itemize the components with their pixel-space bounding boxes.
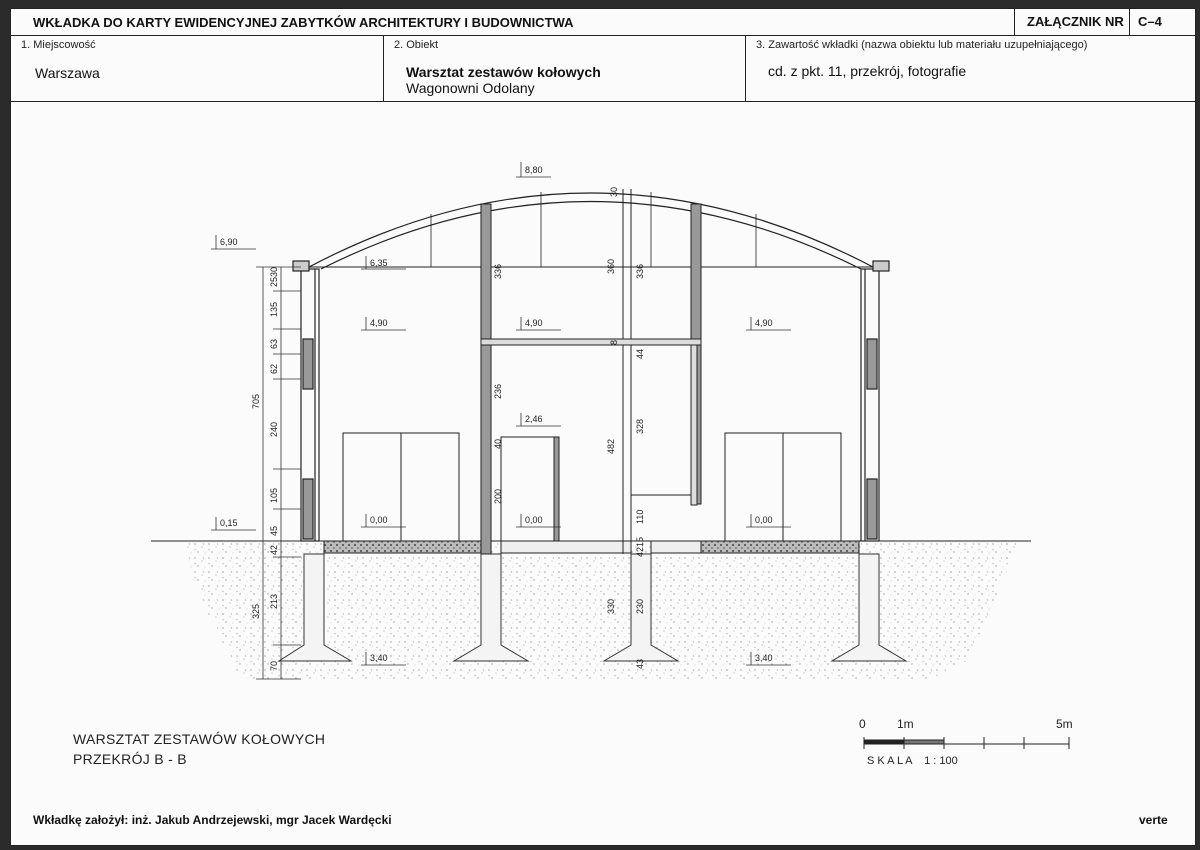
- dim-col-1: 360: [606, 258, 616, 274]
- level-8-80: 8,80: [525, 165, 543, 175]
- dim-right-4: 110: [635, 509, 645, 524]
- document-sheet: [10, 8, 1196, 846]
- dim-mid-4: 200: [493, 488, 503, 504]
- object-value-main: Warsztat zestawów kołowych: [406, 64, 601, 80]
- dim-col-2: 482: [606, 438, 616, 454]
- section-drawing: [11, 9, 1197, 847]
- scale-label: S K A L A 1 : 100: [867, 755, 958, 767]
- annex-number: C–4: [1129, 9, 1162, 35]
- document-title: WKŁADKA DO KARTY EWIDENCYJNEJ ZABYTKÓW ARCHITEKTURY I BUDOWNICTWA: [33, 15, 574, 30]
- outer-walls: [301, 269, 879, 541]
- dim-mid-3: 40: [493, 438, 503, 449]
- footer-verte: verte: [1139, 813, 1168, 827]
- floor-slab: [324, 541, 859, 553]
- dim-left-total-705: 705: [251, 393, 261, 409]
- dim-left-1: 2530: [269, 266, 279, 287]
- dim-left-5: 240: [269, 421, 279, 437]
- level-2-46: 2,46: [525, 414, 543, 424]
- dim-right-1: 336: [635, 263, 645, 279]
- contents-label: 3. Zawartość wkładki (nazwa obiektu lub materiału uzupełniającego): [756, 39, 1088, 51]
- dim-left-9: 213: [269, 593, 279, 609]
- dim-col-3: 330: [606, 598, 616, 614]
- dim-left-8: 42: [269, 544, 279, 555]
- dim-left-2: 135: [269, 301, 279, 317]
- doors: [343, 345, 841, 541]
- caption-line-2: PRZEKRÓJ B - B: [73, 751, 187, 767]
- object-value-sub: Wagonowni Odolany: [406, 80, 535, 96]
- level-0-00-right: 0,00: [755, 515, 773, 525]
- level-3-40-left: 3,40: [370, 653, 388, 663]
- scale-bar: [864, 737, 1069, 749]
- dim-right-5: 4215: [635, 536, 645, 557]
- dim-beam: 8: [609, 339, 619, 345]
- contents-value: cd. z pkt. 11, przekrój, fotografie: [768, 63, 967, 79]
- footer-authors: Wkładkę założył: inż. Jakub Andrzejewski, mgr Jacek Wardęcki: [33, 813, 392, 827]
- level-6-90: 6,90: [220, 237, 238, 247]
- dim-left-7: 45: [269, 525, 279, 536]
- annex-label: ZAŁĄCZNIK NR: [1014, 9, 1124, 35]
- locality-value: Warszawa: [35, 65, 100, 81]
- dim-left-4: 62: [269, 363, 279, 374]
- dim-left-10: 70: [269, 660, 279, 671]
- dim-right-2: 44: [635, 348, 645, 359]
- scale-zero: 0: [859, 717, 866, 731]
- locality-label: 1. Miejscowość: [21, 39, 96, 51]
- scale-five: 5m: [1056, 717, 1073, 731]
- dim-left-6: 105: [269, 487, 279, 503]
- level-6-35: 6,35: [370, 258, 388, 268]
- object-label: 2. Obiekt: [394, 39, 439, 51]
- level-0-00-left: 0,00: [370, 515, 388, 525]
- dim-mid-1: 336: [493, 263, 503, 279]
- interior-columns: [481, 186, 701, 554]
- dim-right-3: 328: [635, 418, 645, 434]
- level-4-90-left: 4,90: [370, 318, 388, 328]
- dim-left-total-325: 325: [251, 603, 261, 619]
- level-0-00-mid: 0,00: [525, 515, 543, 525]
- dim-right-7: 43: [635, 658, 645, 669]
- dim-right-6: 230: [635, 598, 645, 614]
- dim-roof: 30: [609, 186, 619, 197]
- level-4-90-mid: 4,90: [525, 318, 543, 328]
- caption-line-1: WARSZTAT ZESTAWÓW KOŁOWYCH: [73, 731, 326, 747]
- level-4-90-right: 4,90: [755, 318, 773, 328]
- dim-mid-2: 236: [493, 383, 503, 399]
- dim-left-3: 63: [269, 338, 279, 349]
- level-0-15: 0,15: [220, 518, 238, 528]
- scale-one: 1m: [897, 717, 914, 731]
- level-3-40-right: 3,40: [755, 653, 773, 663]
